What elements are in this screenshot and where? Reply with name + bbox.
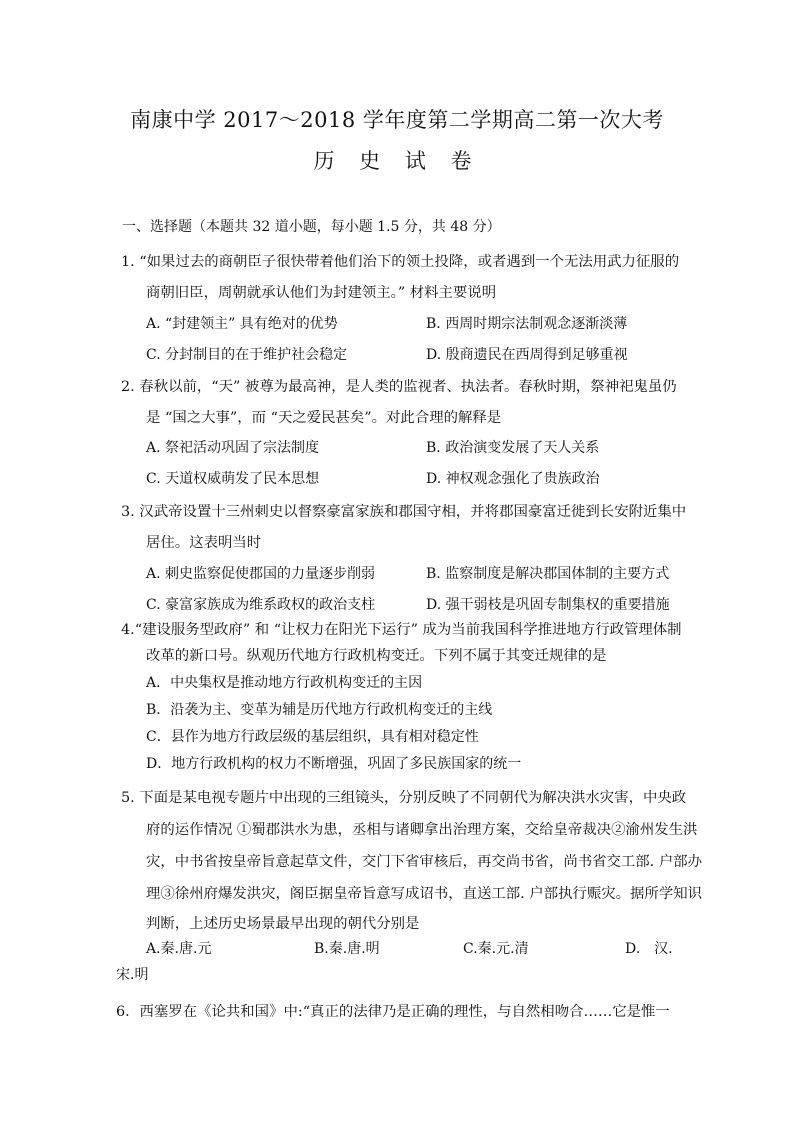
question-1-option-c: C. 分封制目的在于维护社会稳定 [146,347,348,363]
question-4-option-a: A．中央集权是推动地方行政机构变迁的主因 [146,675,423,691]
question-3-line-2: 居住。这表明当时 [146,535,262,551]
question-4-option-b: B．沿袭为主、变革为辅是历代地方行政机构变迁的主线 [146,702,493,718]
question-2-option-b: B. 政治演变发展了天人关系 [426,440,600,456]
question-5-option-c: C.秦.元.清 [463,941,529,957]
question-2-option-d: D. 神权观念强化了贵族政治 [426,471,600,487]
question-4-line-1: 4.“建设服务型政府” 和 “让权力在阳光下运行” 成为当前我国科学推进地方行政管理体制 [121,622,682,638]
question-6-line-1: 6．西塞罗在《论共和国》中:“真正的法律乃是正确的理性，与自然相吻合……它是惟一 [116,1004,670,1020]
question-1-line-2: 商朝旧臣，周朝就承认他们为封建领主。” 材料主要说明 [146,285,497,301]
question-5-line-1: 5. 下面是某电视专题片中出现的三组镜头，分别反映了不同朝代为解决洪水灾害，中央政 [121,790,687,806]
question-5-option-b: B.秦.唐.明 [314,941,380,957]
question-5-line-5: 判断，上述历史场景最早出现的朝代分别是 [146,916,420,932]
question-2-line-1: 2. 春秋以前，“天” 被尊为最高神，是人类的监视者、执法者。春秋时期，祭神祀鬼虽仍 [121,379,677,395]
question-4-option-d: D．地方行政机构的权力不断增强，巩固了多民族国家的统一 [146,756,522,772]
question-5-line-3: 灾，中书省按皇帝旨意起草文件，交门下省审核后，再交尚书省，尚书省交工部. 户部办 [146,854,702,870]
question-4-line-2: 改革的新口号。纵观历代地方行政机构变迁。下列不属于其变迁规律的是 [146,648,607,664]
exam-subtitle: 历 史 试 卷 [313,149,481,173]
section-heading: 一、选择题（本题共 32 道小题，每小题 1.5 分，共 48 分） [122,219,501,235]
exam-title: 南康中学 2017～2018 学年度第二学期高二第一次大考 [130,108,664,132]
question-3-option-b: B. 监察制度是解决郡国体制的主要方式 [426,566,670,582]
question-5-option-d: D. 汉. [625,941,673,957]
question-3-option-a: A. 刺史监察促使郡国的力量逐步削弱 [146,566,376,582]
question-3-option-c: C. 豪富家族成为维系政权的政治支柱 [146,597,376,613]
question-3-option-d: D. 强干弱枝是巩固专制集权的重要措施 [426,597,670,613]
question-4-option-c: C．县作为地方行政层级的基层组织，具有相对稳定性 [146,729,479,745]
question-1-line-1: 1. “如果过去的商朝臣子很快带着他们治下的领土投降，或者遇到一个无法用武力征服的 [121,254,680,270]
question-1-option-a: A. “封建领主” 具有绝对的优势 [146,316,338,332]
question-5-line-4: 理③徐州府爆发洪灾，阁臣据皇帝旨意写成诏书，直送工部. 户部执行赈灾。据所学知识 [146,886,702,902]
question-3-line-1: 3. 汉武帝设置十三州刺史以督察豪富家族和郡国守相，并将郡国豪富迁徙到长安附近集中 [121,504,687,520]
question-1-option-b: B. 西周时期宗法制观念逐渐淡薄 [426,316,628,332]
question-5-option-a: A.秦.唐.元 [146,941,212,957]
question-5-line-2: 府的运作情况 ①蜀郡洪水为患，丞相与诸卿拿出治理方案，交给皇帝裁决②渝州发生洪 [146,822,698,838]
question-1-option-d: D. 殷商遗民在西周得到足够重视 [426,347,628,363]
question-2-option-c: C. 天道权威萌发了民本思想 [146,471,320,487]
question-5-option-d-wrap: 宋.明 [116,967,149,983]
question-2-line-2: 是 “国之大事”，而 “天之爱民甚矣”。对此合理的解释是 [146,410,502,426]
question-2-option-a: A. 祭祀活动巩固了宗法制度 [146,440,320,456]
